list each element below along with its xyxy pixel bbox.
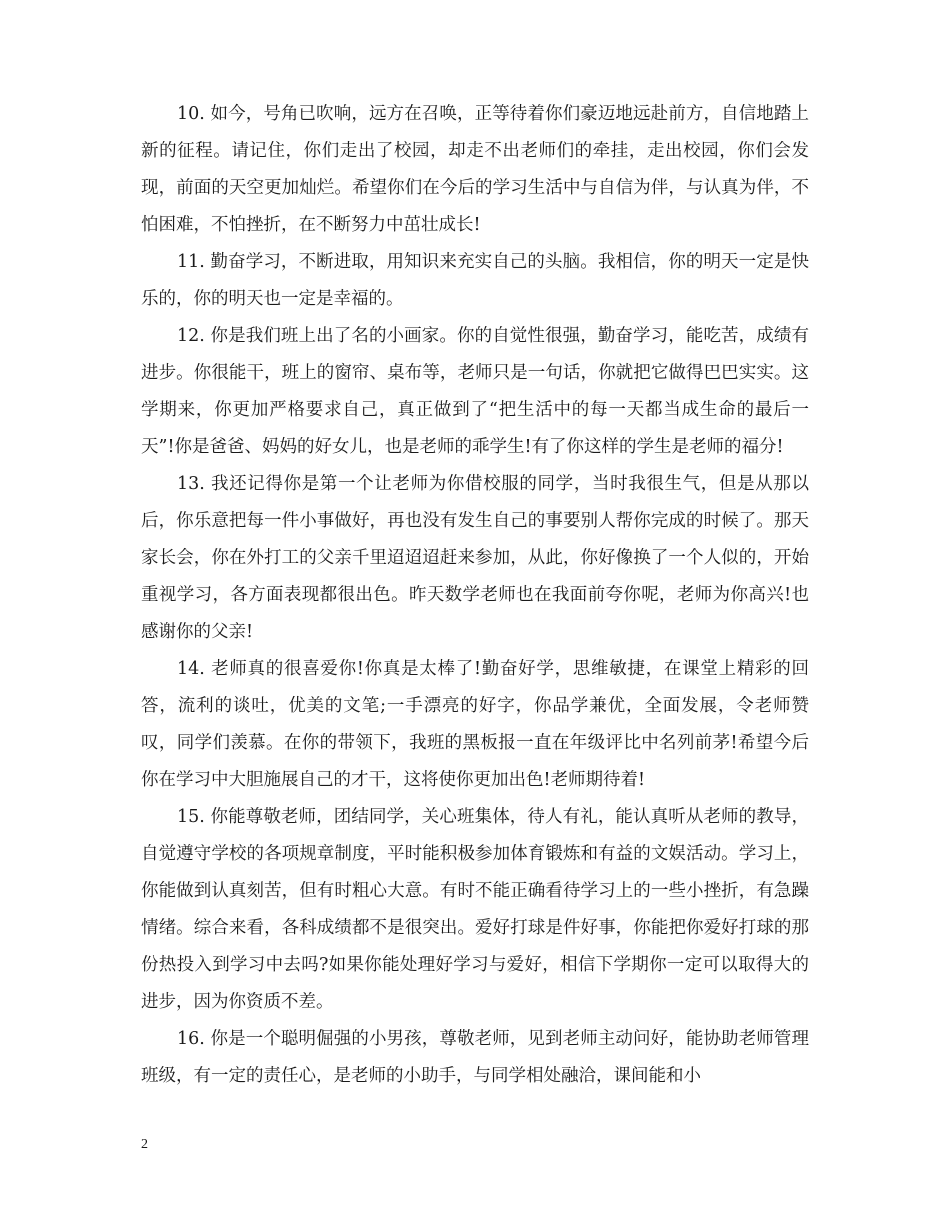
paragraph-11: 11. 勤奋学习，不断进取，用知识来充实自己的头脑。我相信，你的明天一定是快乐的，你的明天也一定是幸福的。 <box>141 252 809 309</box>
paragraph-16: 16. 你是一个聪明倔强的小男孩，尊敬老师，见到老师主动问好，能协助老师管理班级，有一定的责任心，是老师的小助手，与同学相处融洽，课间能和小 <box>141 1029 809 1086</box>
paragraph-13: 13. 我还记得你是第一个让老师为你借校服的同学，当时我很生气，但是从那以后，你乐意把每一件小事做好，再也没有发生自己的事要别人帮你完成的时候了。那天家长会，你在外打工的父亲千里迢迢迢赶来参加，从此，你好像换了一个人似的，开始重视学习，各方面表现都很出色。昨天数学老师也在我面前夸你呢，老师为你高兴!也感谢你的父亲! <box>141 474 809 642</box>
paragraph-15: 15. 你能尊敬老师，团结同学，关心班集体，待人有礼，能认真听从老师的教导，自觉遵守学校的各项规章制度，平时能积极参加体育锻炼和有益的文娱活动。学习上，你能做到认真刻苦，但有时粗心大意。有时不能正确看待学习上的一些小挫折，有急躁情绪。综合来看，各科成绩都不是很突出。爱好打球是件好事，你能把你爱好打球的那份热投入到学习中去吗?如果你能处理好学习与爱好，相信下学期你一定可以取得大的进步，因为你资质不差。 <box>141 807 809 1012</box>
paragraph-14: 14. 老师真的很喜爱你!你真是太棒了!勤奋好学，思维敏捷，在课堂上精彩的回答，流利的谈吐，优美的文笔;一手漂亮的好字，你品学兼优，全面发展，令老师赞叹，同学们羡慕。在你的带领下，我班的黑板报一直在年级评比中名列前茅!希望今后你在学习中大胆施展自己的才干，这将使你更加出色!老师期待着! <box>141 659 809 790</box>
paragraph-10: 10. 如今，号角已吹响，远方在召唤，正等待着你们豪迈地远赴前方，自信地踏上新的征程。请记住，你们走出了校园，却走不出老师们的牵挂，走出校园，你们会发现，前面的天空更加灿烂。希望你们在今后的学习生活中与自信为伴，与认真为伴，不怕困难，不怕挫折，在不断努力中茁壮成长! <box>141 104 809 235</box>
page-number: 2 <box>141 1137 148 1152</box>
document-body <box>141 96 809 1095</box>
paragraph-12: 12. 你是我们班上出了名的小画家。你的自觉性很强，勤奋学习，能吃苦，成绩有进步。你很能干，班上的窗帘、桌布等，老师只是一句话，你就把它做得巴巴实实。这学期来，你更加严格要求自己，真正做到了“把生活中的每一天都当成生命的最后一天”!你是爸爸、妈妈的好女儿，也是老师的乖学生!有了你这样的学生是老师的福分! <box>141 326 809 457</box>
